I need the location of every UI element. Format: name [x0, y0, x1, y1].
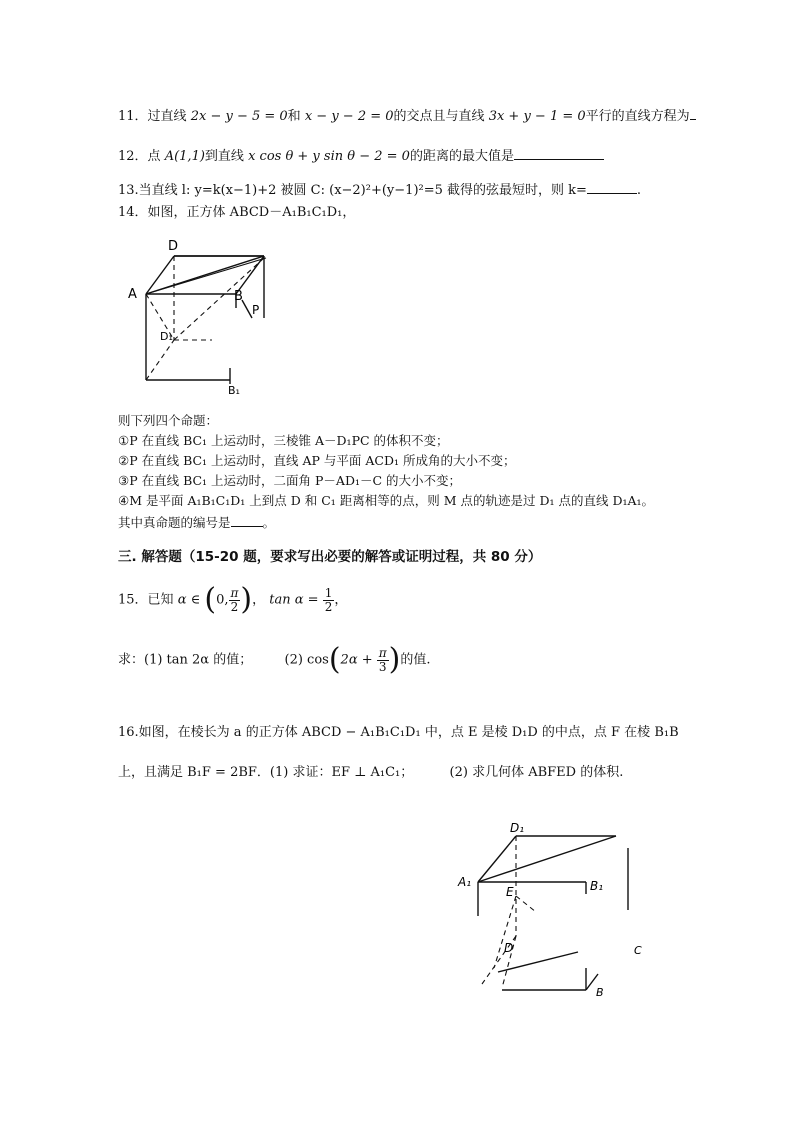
- q11-equation-2: x − y − 2 = 0: [304, 109, 394, 124]
- q15-tan-label: tan α =: [269, 592, 319, 608]
- q15-frac-den: 2: [230, 599, 239, 614]
- q11-text-3: 的交点且与直线: [393, 109, 485, 124]
- q14-label-B: B: [234, 289, 243, 304]
- q16-label-E: E: [506, 885, 514, 899]
- question-15-ask: [118, 640, 431, 680]
- q16-label-B1: B₁: [590, 879, 604, 893]
- q14-ask: 其中真命题的编号是: [118, 515, 231, 530]
- q14-hidden-A1D1: [146, 340, 174, 380]
- q11-equation-1: 2x − y − 5 = 0: [190, 109, 288, 124]
- q11-text-1: 过直线: [147, 109, 187, 124]
- q12-equation: x cos θ + y sin θ − 2 = 0: [248, 149, 410, 164]
- q16-cube-figure: [450, 818, 660, 998]
- q15-comma-2: ，: [334, 592, 348, 608]
- q14-label-P: P: [252, 303, 260, 317]
- q16-hidden-EF: [516, 896, 536, 912]
- q15-frac-pi-3: [377, 647, 389, 674]
- q15-interval-left: 0,: [216, 592, 229, 608]
- q14-line-A-C-2: [146, 258, 266, 294]
- q14-statement-1: ①P 在直线 BC₁ 上运动时，三棱锥 A－D₁PC 的体积不变；: [118, 433, 449, 448]
- question-15: [118, 582, 347, 618]
- q15-frac3-num: π: [378, 645, 387, 660]
- q15-ask-2-suffix: 的值.: [400, 652, 431, 668]
- q12-number: 12．: [118, 149, 148, 164]
- q16-label-A1: A₁: [458, 875, 472, 889]
- q16-label-D: D: [504, 941, 514, 955]
- q15-paren2-left: (: [328, 642, 341, 677]
- q11-answer-blank[interactable]: [690, 119, 696, 120]
- q16-part-2: (2) 求几何体 ABFED 的体积.: [449, 765, 624, 780]
- q15-frac-1-2: [323, 587, 335, 614]
- q15-frac-num: π: [230, 585, 239, 600]
- q16-line-DC: [498, 952, 578, 972]
- question-12: [118, 148, 604, 166]
- q14-label-D: D: [168, 239, 179, 254]
- q16-part-1: 上，且满足 B₁F = 2BF．(1) 求证：EF ⊥ A₁C₁；: [118, 765, 414, 780]
- question-11: [118, 108, 696, 126]
- q13-text: 13.当直线 l: y=k(x−1)+2 被圆 C: (x−2)²+(y−1)²=5 截得的弦最短时，则 k=: [118, 183, 587, 198]
- q14-label-B1: B₁: [228, 384, 240, 397]
- q15-paren-left: (: [204, 582, 217, 617]
- q15-comma-1: ，: [252, 592, 266, 608]
- section-3-heading: 三. 解答题（15-20 题，要求写出必要的解答或证明过程，共 80 分）: [118, 549, 542, 565]
- q16-label-D1: D₁: [510, 821, 525, 835]
- q15-frac3-den: 3: [378, 659, 387, 674]
- q15-frac2-num: 1: [324, 585, 333, 600]
- q15-paren-right: ): [240, 582, 253, 617]
- question-13: [118, 182, 641, 200]
- q16-label-C: C: [634, 944, 642, 957]
- question-14-intro: 14．如图，正方体 ABCD－A₁B₁C₁D₁，: [118, 205, 356, 220]
- q11-text-4: 平行的直线方程为: [585, 109, 690, 124]
- q12-text-1: 点: [147, 149, 161, 164]
- q14-answer-blank[interactable]: [231, 526, 263, 527]
- q16-label-B: B: [596, 986, 604, 998]
- q16-diagonal-A1C1: [478, 836, 616, 882]
- question-16-line-1: 16.如图，在棱长为 a 的正方体 ABCD − A₁B₁C₁D₁ 中，点 E 是棱 D₁D 的中点，点 F 在棱 B₁B: [118, 725, 679, 740]
- q15-ask-1: 求：(1) tan 2α 的值；: [118, 652, 253, 668]
- q15-frac-pi-2: [229, 587, 241, 614]
- q15-number: 15．: [118, 592, 148, 608]
- q14-label-D1: D₁: [160, 330, 173, 343]
- q14-edge-AD: [146, 256, 174, 294]
- q14-question: [118, 514, 275, 532]
- q13-end: .: [636, 183, 642, 198]
- q11-text-2: 和: [287, 109, 301, 124]
- q14-statement-3: ③P 在直线 BC₁ 上运动时，二面角 P－AD₁－C 的大小不变；: [118, 473, 462, 488]
- q11-number: 11．: [118, 109, 148, 124]
- question-16-line-2: [118, 764, 623, 782]
- q14-ask-end: 。: [262, 515, 276, 530]
- q14-cube-figure: [118, 228, 288, 400]
- q15-paren2-right: ): [388, 642, 401, 677]
- q14-lead: 则下列四个命题：: [118, 413, 219, 428]
- q12-point: A(1,1): [164, 149, 205, 164]
- q15-text-1: 已知: [147, 592, 174, 608]
- q11-equation-3: 3x + y − 1 = 0: [488, 109, 586, 124]
- q15-alpha-in: α ∈: [177, 592, 201, 608]
- q12-answer-blank[interactable]: [514, 159, 604, 160]
- q14-statement-2: ②P 在直线 BC₁ 上运动时，直线 AP 与平面 ACD₁ 所成角的大小不变；: [118, 453, 516, 468]
- q15-ask-2-inner: 2α +: [340, 652, 373, 668]
- q13-answer-blank[interactable]: [587, 193, 637, 194]
- q12-text-2: 到直线: [204, 149, 244, 164]
- q14-statement-4: ④M 是平面 A₁B₁C₁D₁ 上到点 D 和 C₁ 距离相等的点，则 M 点的轨迹是过 D₁ 点的直线 D₁A₁。: [118, 493, 655, 508]
- q12-text-3: 的距离的最大值是: [409, 149, 514, 164]
- q15-frac2-den: 2: [324, 599, 333, 614]
- q14-label-A: A: [128, 287, 137, 302]
- q16-hidden-E-to-A: [494, 896, 516, 968]
- q14-line-P: [242, 300, 252, 318]
- q15-ask-2-prefix: (2) cos: [284, 652, 329, 668]
